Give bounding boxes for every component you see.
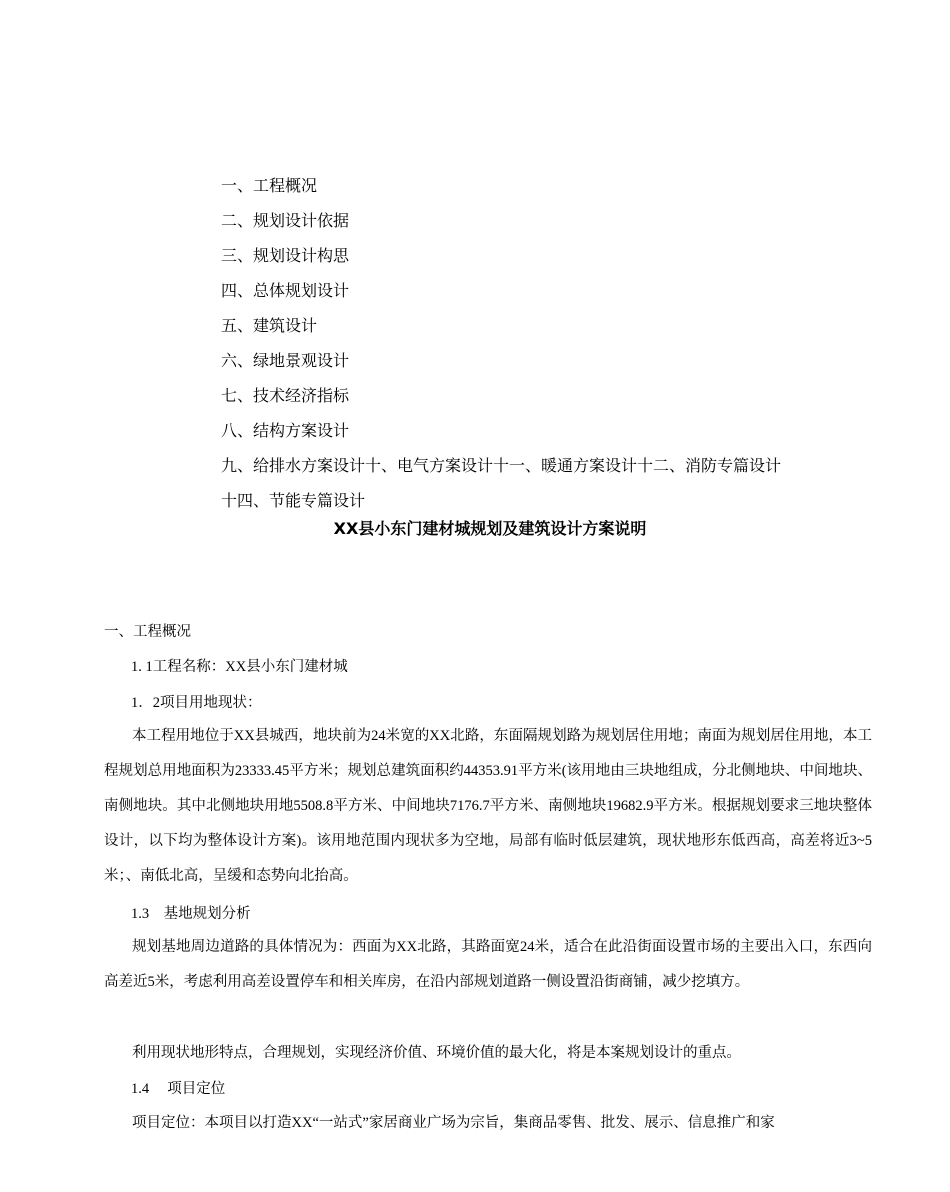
toc-item: 五、建筑设计 bbox=[221, 316, 318, 335]
toc-item: 一、工程概况 bbox=[221, 176, 318, 195]
toc-item: 十四、节能专篇设计 bbox=[221, 491, 366, 510]
toc-item: 八、结构方案设计 bbox=[221, 421, 350, 440]
toc-item: 六、绿地景观设计 bbox=[221, 351, 350, 370]
toc-item: 三、规划设计构思 bbox=[221, 246, 350, 265]
document-title: XX县小东门建材城规划及建筑设计方案说明 bbox=[333, 519, 647, 538]
toc-item: 二、规划设计依据 bbox=[221, 211, 350, 230]
table-of-contents bbox=[221, 172, 901, 522]
toc-item: 七、技术经济指标 bbox=[221, 386, 350, 405]
subsection-site-status: 1．2项目用地现状： bbox=[131, 695, 262, 711]
paragraph-site-analysis: 规划基地周边道路的具体情况为：西面为XX北路，其路面宽24米，适合在此沿街面设置市场的主要出入口，东西向高差近5米，考虑利用高差设置停车和相关库房，在沿内部规划道路一侧设置沿街商铺，减少挖填方。 bbox=[104, 939, 872, 990]
subsection-positioning: 1.4 项目定位 bbox=[131, 1081, 226, 1097]
paragraph-site-status: 本工程用地位于XX县城西，地块前为24米宽的XX北路，东面隔规划路为规划居住用地；南面为规划居住用地，本工程规划总用地面积为23333.45平方米；规划总建筑面积约44353.91平方米(该用地由三块地组成，分北侧地块、中间地块、南侧地块。其中北侧地块用地5508.8平方米、中间地块7176.7平方米、南侧地块19682.9平方米。根据规划要求三地块整体设计，以下均为整体设计方案)。该用地范围内现状多为空地，局部有临时低层建筑，现状地形东低西高，高差将近3~5米；、南低北高，呈缓和态势向北抬高。 bbox=[104, 728, 872, 884]
subsection-project-name: 1. 1工程名称：XX县小东门建材城 bbox=[131, 659, 348, 675]
section-heading: 一、工程概况 bbox=[104, 624, 191, 640]
paragraph-planning-focus: 利用现状地形特点，合理规划，实现经济价值、环境价值的最大化，将是本案规划设计的重点。 bbox=[132, 1045, 741, 1061]
paragraph-positioning: 项目定位：本项目以打造XX“一站式”家居商业广场为宗旨，集商品零售、批发、展示、信息推广和家 bbox=[132, 1115, 775, 1131]
toc-item: 九、给排水方案设计十、电气方案设计十一、暖通方案设计十二、消防专篇设计 bbox=[221, 456, 782, 475]
toc-item: 四、总体规划设计 bbox=[221, 281, 350, 300]
subsection-site-analysis: 1.3 基地规划分析 bbox=[131, 906, 251, 922]
